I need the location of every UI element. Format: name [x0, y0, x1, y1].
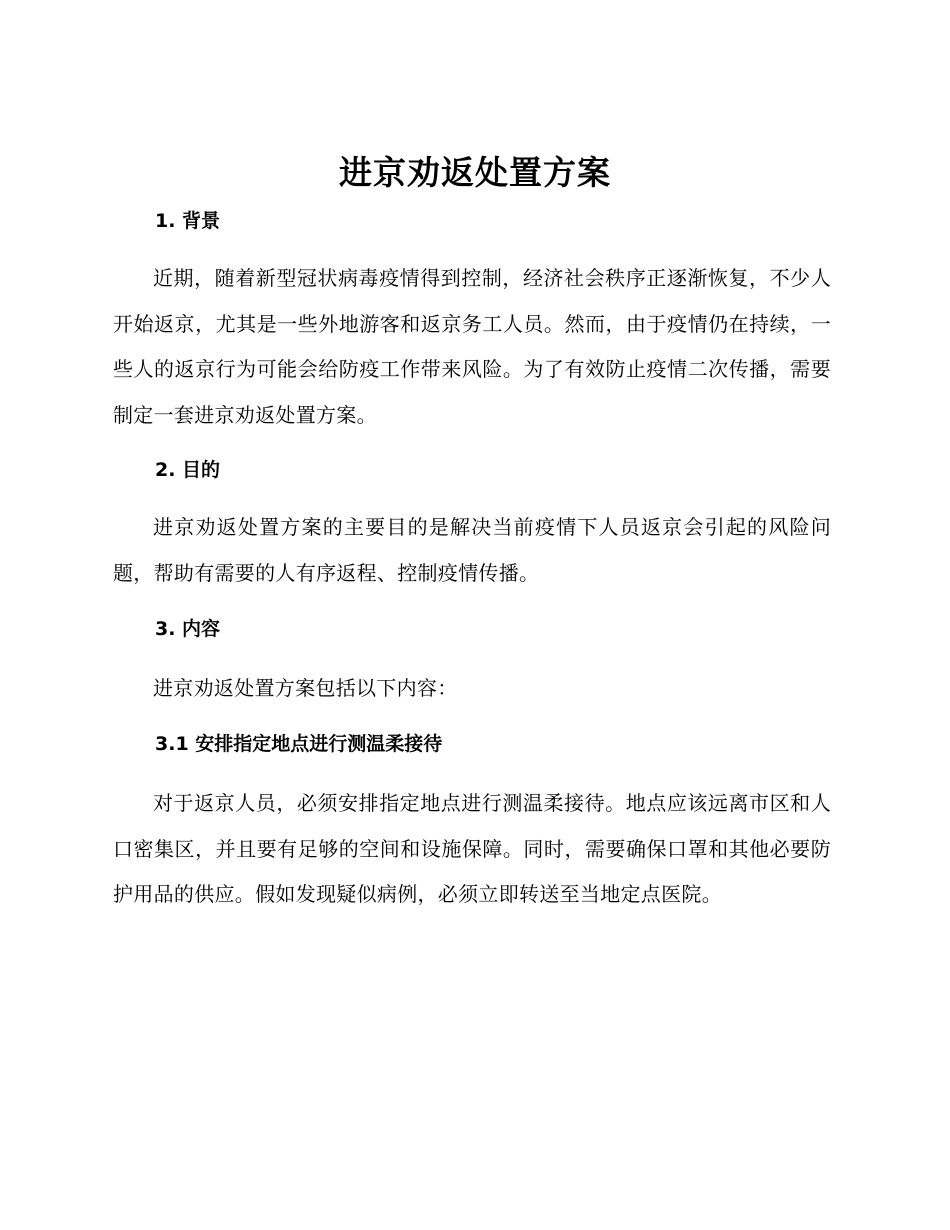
- section-paragraph-background: 近期，随着新型冠状病毒疫情得到控制，经济社会秩序正逐渐恢复，不少人开始返京，尤其是一些外地游客和返京务工人员。然而，由于疫情仍在持续，一些人的返京行为可能会给防疫工作带来风险。为了有效防止疫情二次传播，需要制定一套进京劝返处置方案。: [113, 266, 831, 427]
- section-heading-purpose: 2. 目的: [155, 459, 221, 481]
- section-heading-reception: 3.1 安排指定地点进行测温柔接待: [155, 733, 443, 755]
- document-title: 进京劝返处置方案: [339, 153, 611, 192]
- section-heading-background: 1. 背景: [155, 210, 221, 232]
- section-paragraph-purpose: 进京劝返处置方案的主要目的是解决当前疫情下人员返京会引起的风险问题，帮助有需要的人有序返程、控制疫情传播。: [113, 515, 831, 585]
- section-paragraph-reception: 对于返京人员，必须安排指定地点进行测温柔接待。地点应该远离市区和人口密集区，并且要有足够的空间和设施保障。同时，需要确保口罩和其他必要防护用品的供应。假如发现疑似病例，必须立即转送至当地定点医院。: [113, 791, 831, 906]
- section-paragraph-content: 进京劝返处置方案包括以下内容：: [153, 676, 458, 700]
- section-heading-content: 3. 内容: [155, 618, 221, 640]
